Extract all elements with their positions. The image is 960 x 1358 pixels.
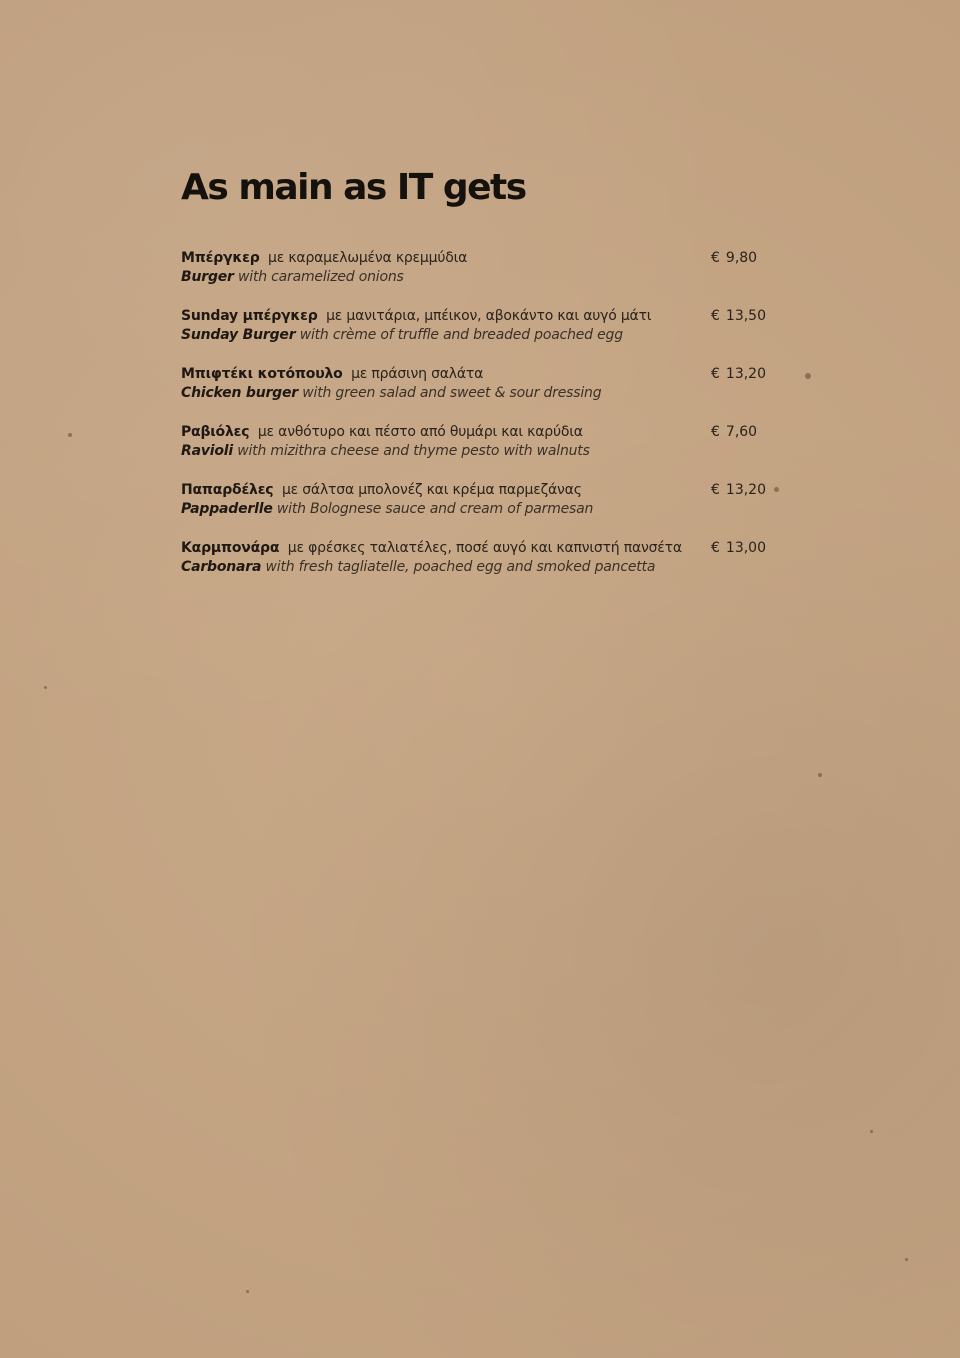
english-line	[181, 268, 781, 287]
menu-item	[181, 365, 781, 423]
dish-name-english: Chicken burger	[181, 385, 298, 401]
english-line	[181, 500, 781, 519]
dish-price	[711, 307, 766, 326]
english-line	[181, 442, 781, 461]
dish-description-greek: με πράσινη σαλάτα	[351, 366, 484, 382]
paper-speck	[246, 1290, 249, 1293]
dish-description-greek: με φρέσκες ταλιατέλες, ποσέ αυγό και καπνιστή πανσέτα	[287, 540, 682, 556]
dish-description-greek: με καραμελωμένα κρεμμύδια	[268, 250, 468, 266]
menu-item	[181, 481, 781, 539]
paper-speck	[870, 1130, 873, 1133]
dish-description-english: with mizithra cheese and thyme pesto with walnuts	[237, 443, 590, 459]
dish-description-english: with fresh tagliatelle, poached egg and smoked pancetta	[265, 559, 656, 575]
dish-price	[711, 423, 757, 442]
price-value: 13,20	[725, 482, 767, 498]
dish-name-english: Pappaderlle	[181, 501, 273, 517]
dish-description-greek: με μανιτάρια, μπέικον, αβοκάντο και αυγό μάτι	[326, 308, 652, 324]
dish-name-english: Burger	[181, 269, 234, 285]
greek-line	[181, 423, 781, 442]
euro-sign: €	[711, 366, 720, 382]
dish-description-greek: με σάλτσα μπολονέζ και κρέμα παρμεζάνας	[281, 482, 582, 498]
dish-name-greek: Μπέργκερ	[181, 250, 260, 266]
euro-sign: €	[711, 482, 720, 498]
page-title: As main as IT gets	[181, 167, 526, 208]
greek-line	[181, 539, 781, 558]
euro-sign: €	[711, 308, 720, 324]
euro-sign: €	[711, 424, 720, 440]
dish-description-english: with caramelized onions	[238, 269, 404, 285]
greek-line	[181, 481, 781, 500]
dish-description-greek: με ανθότυρο και πέστο από θυμάρι και καρύδια	[257, 424, 583, 440]
dish-name-greek: Sunday μπέργκερ	[181, 308, 318, 324]
menu-list	[181, 249, 781, 597]
dish-price	[711, 365, 766, 384]
dish-name-greek: Ραβιόλες	[181, 424, 250, 440]
dish-name-greek: Παπαρδέλες	[181, 482, 274, 498]
menu-item	[181, 249, 781, 307]
paper-speck	[68, 433, 72, 437]
english-line	[181, 384, 781, 403]
price-value: 7,60	[725, 424, 758, 440]
dish-name-greek: Καρμπονάρα	[181, 540, 280, 556]
price-value: 9,80	[725, 250, 758, 266]
paper-speck	[905, 1258, 908, 1261]
paper-speck	[805, 373, 811, 379]
menu-item	[181, 307, 781, 365]
dish-price	[711, 249, 757, 268]
euro-sign: €	[711, 250, 720, 266]
euro-sign: €	[711, 540, 720, 556]
dish-description-english: with crème of truffle and breaded poached egg	[299, 327, 623, 343]
dish-name-english: Sunday Burger	[181, 327, 296, 343]
menu-item	[181, 423, 781, 481]
dish-price	[711, 481, 766, 500]
dish-name-english: Carbonara	[181, 559, 262, 575]
english-line	[181, 558, 781, 577]
paper-speck	[44, 686, 47, 689]
paper-speck	[818, 773, 822, 777]
greek-line	[181, 365, 781, 384]
dish-name-english: Ravioli	[181, 443, 233, 459]
dish-description-english: with Bolognese sauce and cream of parmesan	[276, 501, 594, 517]
menu-item	[181, 539, 781, 597]
dish-description-english: with green salad and sweet & sour dressing	[302, 385, 602, 401]
price-value: 13,50	[725, 308, 767, 324]
price-value: 13,20	[725, 366, 767, 382]
greek-line	[181, 249, 781, 268]
dish-price	[711, 539, 766, 558]
english-line	[181, 326, 781, 345]
dish-name-greek: Μπιφτέκι κοτόπουλο	[181, 366, 343, 382]
price-value: 13,00	[725, 540, 767, 556]
greek-line	[181, 307, 781, 326]
